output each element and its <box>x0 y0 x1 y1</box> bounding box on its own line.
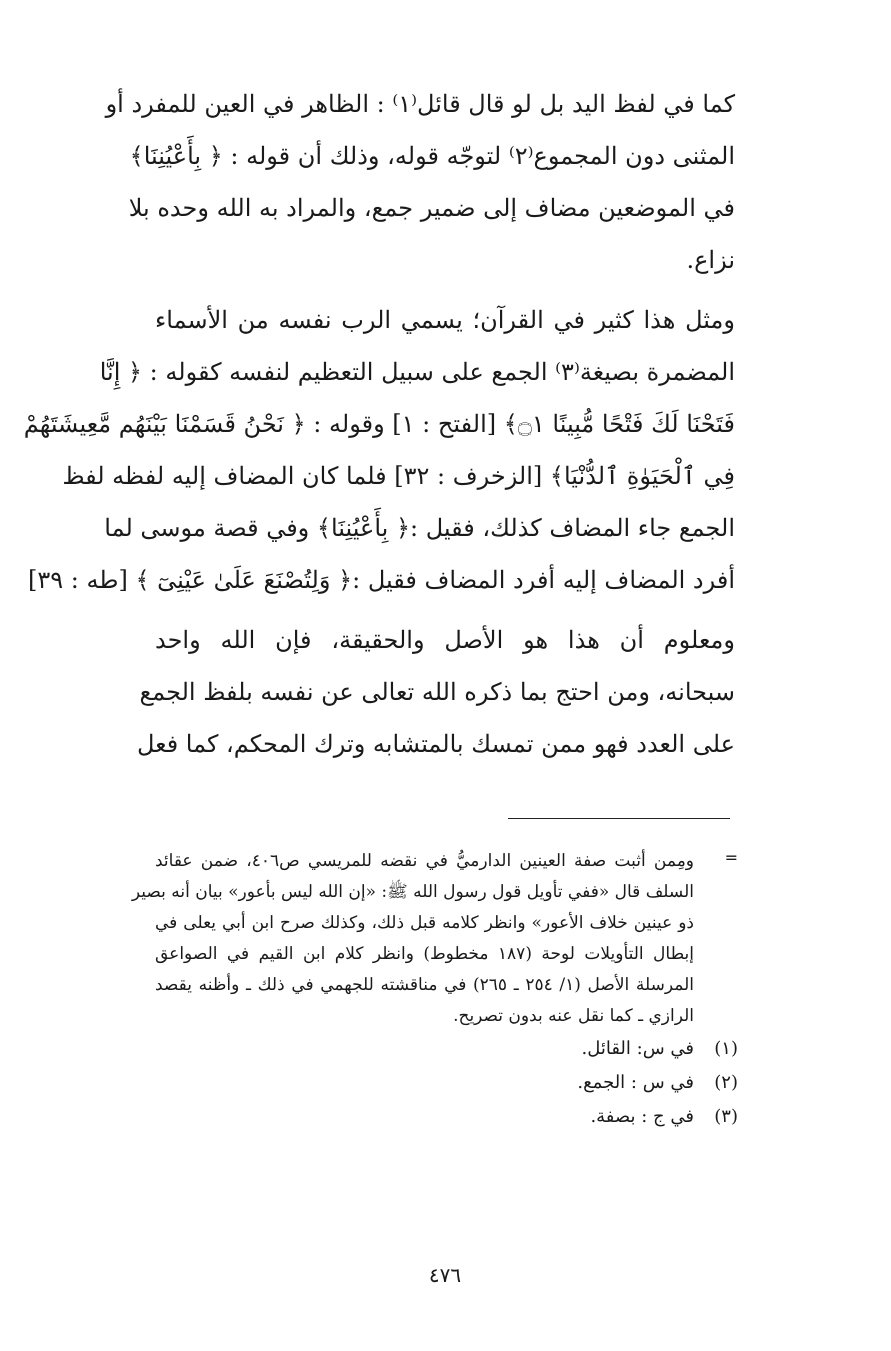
text-line: فِي ٱلْحَيَوٰةِ ٱلدُّنْيَا﴾ [الزخرف : ٣٢] فلما كان المضاف إليه لفظه لفظ <box>62 462 735 490</box>
footnote-line: المرسلة الأصل (١/ ٢٥٤ ـ ٢٦٥) في مناقشته للجهمي في ذلك ـ وأظنه يقصد <box>155 975 694 995</box>
footnote-line: ذو عينين خلاف الأعور» وانظر كلامه قبل ذلك، وكذلك صرح ابن أبي يعلى في <box>155 913 694 933</box>
text-line: في الموضعين مضاف إلى ضمير جمع، والمراد به الله وحده بلا <box>128 194 735 222</box>
text-line: المضمرة بصيغة⁽٣⁾ الجمع على سبيل التعظيم لنفسه كقوله : ﴿ إِنَّا <box>99 358 735 386</box>
text-line: الجمع جاء المضاف كذلك، فقيل :﴿ بِأَعْيُنِنَا﴾ وفي قصة موسى لما <box>104 514 735 542</box>
footnote-3 <box>155 1100 738 1134</box>
footnote-line: ومِمن أثبت صفة العينين الدارميُّ في نقضه للمريسي ص٤٠٦، ضمن عقائد <box>155 851 695 871</box>
text-line: سبحانه، ومن احتج بما ذكره الله تعالى عن نفسه بلفظ الجمع <box>139 678 735 706</box>
text-line: أفرد المضاف إليه أفرد المضاف فقيل :﴿ وَلِتُصْنَعَ عَلَىٰ عَيْنِىٓ ﴾ [طه : ٣٩] <box>28 566 735 594</box>
text-line: نزاع. <box>686 246 735 274</box>
footnote-line: الرازي ـ كما نقل عنه بدون تصريح. <box>453 1006 694 1026</box>
text-line: المثنى دون المجموع⁽٢⁾ لتوجّه قوله، وذلك أن قوله : ﴿ بِأَعْيُنِنَا﴾ <box>129 142 735 170</box>
footnote-number: (٢) <box>714 1072 738 1093</box>
continuation-mark: = <box>724 848 738 867</box>
footnote-text: في س : الجمع. <box>577 1072 694 1093</box>
footnote-number: (٣) <box>714 1106 738 1127</box>
footnote-line: إبطال التأويلات لوحة (١٨٧ مخطوط) وانظر كلام ابن القيم في الصواعق <box>155 944 694 964</box>
footnote-line: السلف قال «ففي تأويل قول رسول الله ﷺ: «إن الله ليس بأعور» بيان أنه بصير <box>131 882 694 902</box>
footnote-continuation <box>131 846 738 1032</box>
footnote-text: في س: القائل. <box>581 1038 694 1059</box>
footnotes-section <box>131 846 738 1134</box>
footnote-number: (١) <box>714 1038 738 1059</box>
text-line: ومعلوم أن هذا هو الأصل والحقيقة، فإن الله واحد <box>155 626 735 654</box>
main-text <box>23 78 735 770</box>
footnote-text: في ج : بصفة. <box>590 1106 694 1127</box>
text-line: على العدد فهو ممن تمسك بالمتشابه وترك المحكم، كما فعل <box>136 730 735 758</box>
page-number: ٤٧٦ <box>428 1263 462 1287</box>
footnote-2 <box>155 1066 738 1100</box>
text-line: ومثل هذا كثير في القرآن؛ يسمي الرب نفسه من الأسماء <box>155 306 735 334</box>
text-line: فَتَحْنَا لَكَ فَتْحًا مُّبِينًا ۝١﴾ [الفتح : ١] وقوله : ﴿ نَحْنُ قَسَمْنَا بَيْنَهُم مَّعِيشَتَهُمْ <box>23 410 735 438</box>
text-line: كما في لفظ اليد بل لو قال قائل⁽١⁾ : الظاهر في العين للمفرد أو <box>105 90 735 118</box>
footnote-1 <box>155 1032 738 1066</box>
footnote-divider <box>508 818 730 819</box>
